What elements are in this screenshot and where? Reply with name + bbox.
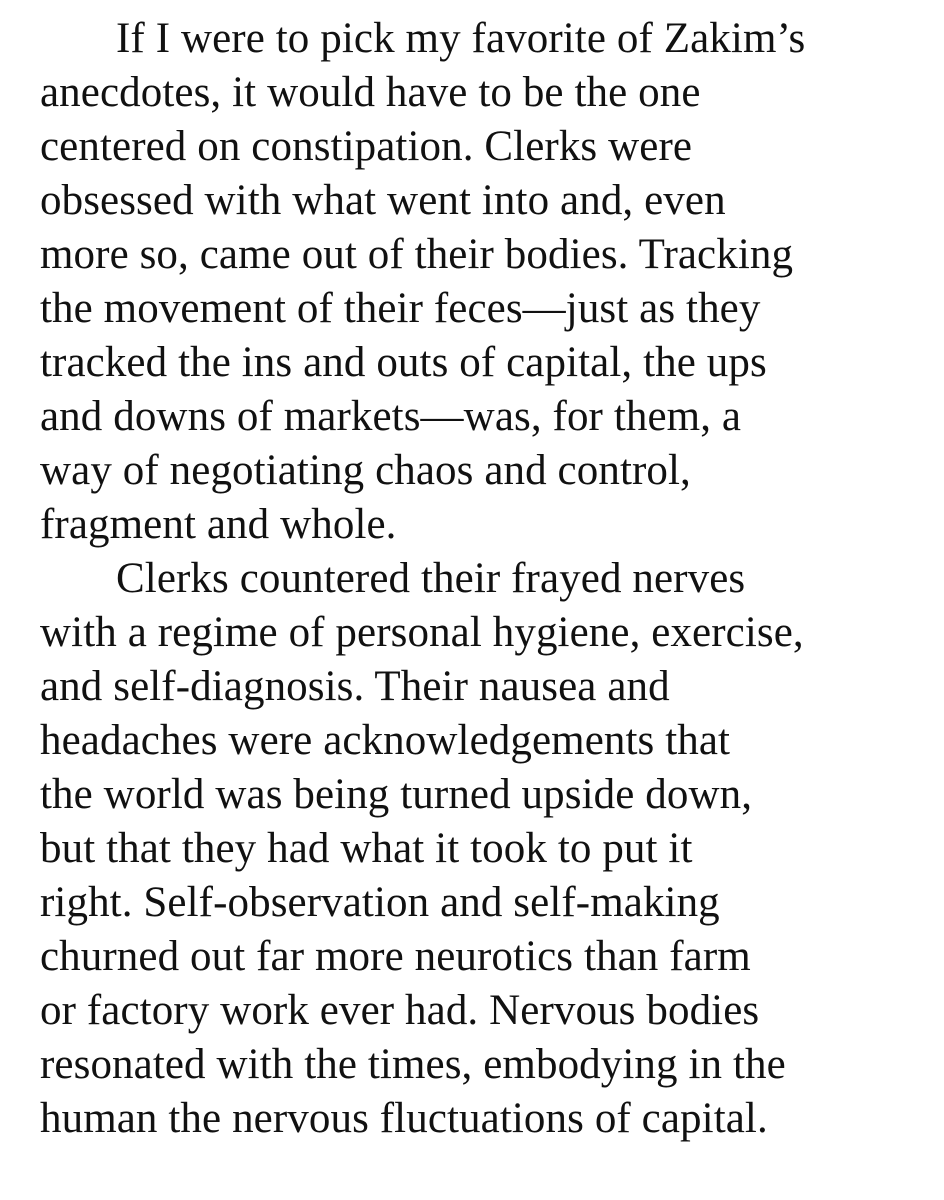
text-line: fragment and whole.: [40, 501, 397, 548]
text-line: right. Self-observation and self-making: [40, 879, 720, 926]
text-line: tracked the ins and outs of capital, the ups: [40, 339, 767, 386]
text-line: obsessed with what went into and, even: [40, 177, 726, 224]
text-line: but that they had what it took to put it: [40, 825, 693, 872]
text-line: centered on constipation. Clerks were: [40, 123, 693, 170]
text-line: with a regime of personal hygiene, exercise,: [40, 609, 804, 656]
text-line: the movement of their feces—just as they: [40, 285, 761, 332]
text-line: resonated with the times, embodying in the: [40, 1041, 786, 1088]
text-line: and self-diagnosis. Their nausea and: [40, 663, 670, 710]
text-line: If I were to pick my favorite of Zakim’s: [116, 15, 806, 62]
text-line: more so, came out of their bodies. Tracking: [40, 231, 794, 278]
text-line: human the nervous fluctuations of capital.: [40, 1095, 768, 1142]
text-line: the world was being turned upside down,: [40, 771, 753, 818]
paragraph-1: [40, 12, 940, 552]
text-line: or factory work ever had. Nervous bodies: [40, 987, 760, 1034]
text-line: anecdotes, it would have to be the one: [40, 69, 701, 116]
text-line: way of negotiating chaos and control,: [40, 447, 691, 494]
text-line: headaches were acknowledgements that: [40, 717, 731, 764]
text-line: Clerks countered their frayed nerves: [116, 555, 746, 602]
text-line: and downs of markets—was, for them, a: [40, 393, 742, 440]
paragraph-2: [40, 552, 940, 1146]
body-text: [40, 12, 940, 1146]
text-line: churned out far more neurotics than farm: [40, 933, 751, 980]
